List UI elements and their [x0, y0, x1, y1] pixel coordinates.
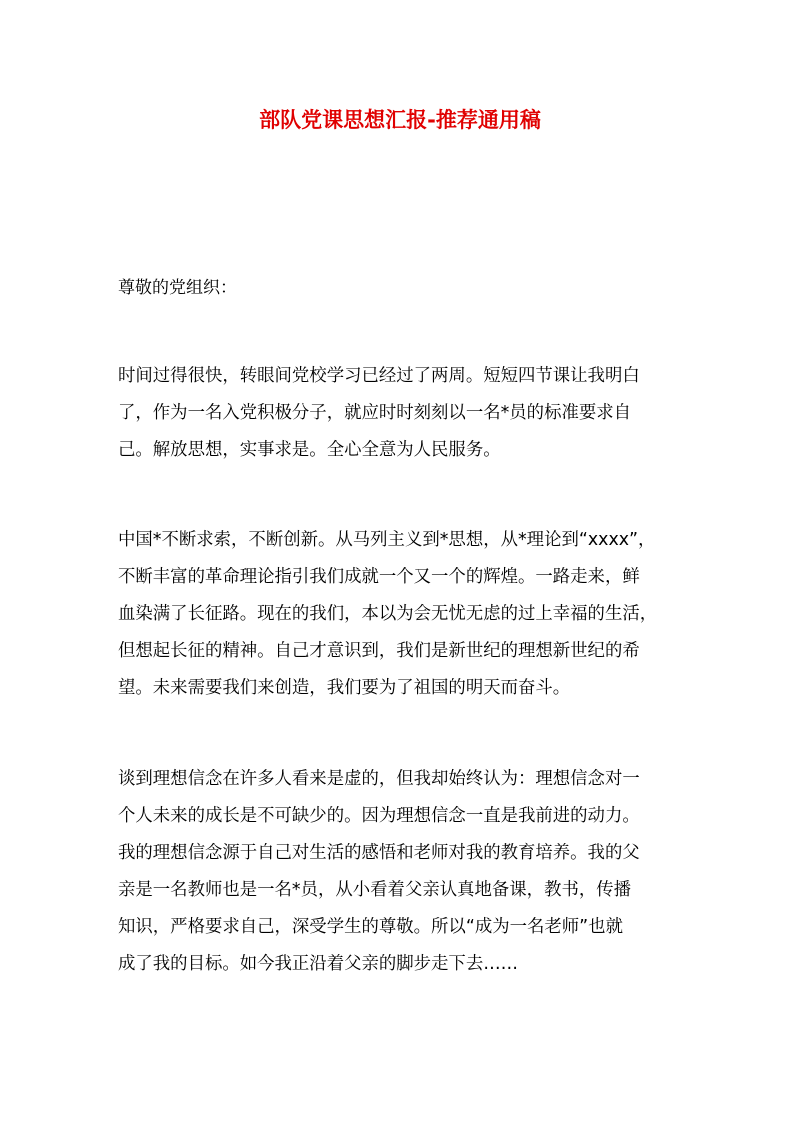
- paragraph-1: [118, 358, 703, 469]
- paragraph-line: 我的理想信念源于自己对生活的感悟和老师对我的教育培养。我的父: [118, 843, 640, 863]
- paragraph-line: 了，作为一名入党积极分子，就应时时刻刻以一名*员的标准要求自: [118, 403, 632, 423]
- paragraph-line: 谈到理想信念在许多人看来是虚的，但我却始终认为：理想信念对一: [118, 769, 640, 789]
- paragraph-line: 个人未来的成长是不可缺少的。因为理想信念一直是我前进的动力。: [118, 806, 640, 826]
- document-title: 部队党课思想汇报-推荐通用稿: [259, 108, 541, 132]
- paragraph-line: 但想起长征的精神。自己才意识到，我们是新世纪的理想新世纪的希: [118, 641, 640, 661]
- paragraph-line: 不断丰富的革命理论指引我们成就一个又一个的辉煌。一路走来，鲜: [118, 567, 640, 587]
- paragraph-line: 望。未来需要我们来创造，我们要为了祖国的明天而奋斗。: [118, 678, 571, 698]
- salutation: 尊敬的党组织：: [118, 278, 237, 298]
- paragraph-line: 血染满了长征路。现在的我们，本以为会无忧无虑的过上幸福的生活，: [118, 604, 658, 624]
- paragraph-line: 亲是一名教师也是一名*员，从小看着父亲认真地备课，教书，传播: [118, 880, 632, 900]
- paragraph-line: 成了我的目标。如今我正沿着父亲的脚步走下去……: [118, 954, 518, 974]
- paragraph-line: 时间过得很快，转眼间党校学习已经过了两周。短短四节课让我明白: [118, 366, 640, 386]
- paragraph-line: 知识，严格要求自己，深受学生的尊敬。所以“成为一名老师”也就: [118, 917, 623, 937]
- paragraph-2: [118, 522, 703, 707]
- paragraph-line: 中国*不断求索，不断创新。从马列主义到*思想，从*理论到“xxxx”，: [118, 530, 656, 550]
- paragraph-line: 己。解放思想，实事求是。全心全意为人民服务。: [118, 440, 501, 460]
- paragraph-3: [118, 761, 703, 983]
